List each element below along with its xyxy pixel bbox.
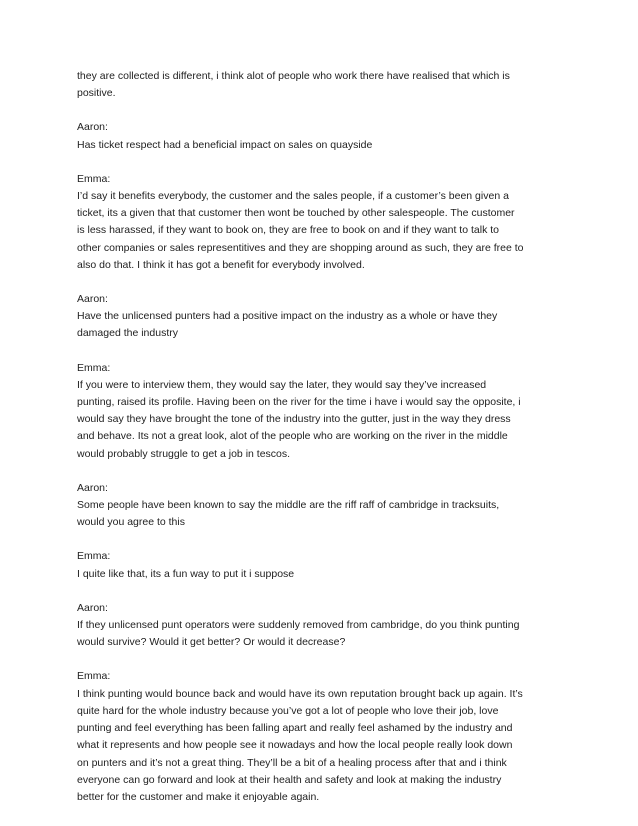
- transcript-block: [77, 548, 567, 582]
- speaker-label: Aaron:: [77, 601, 108, 614]
- speaker-label: Aaron:: [77, 121, 108, 134]
- transcript-line: I quite like that, its a fun way to put it i suppose: [77, 567, 295, 580]
- speaker-label: Aaron:: [77, 293, 108, 306]
- speaker-label: Emma:: [77, 670, 111, 683]
- transcript-block: [77, 68, 567, 102]
- transcript-block: [77, 480, 567, 532]
- transcript-line: also do that. I think it has got a benefit for everybody involved.: [77, 258, 365, 271]
- transcript-block: [77, 171, 567, 274]
- transcript-block: [77, 119, 567, 153]
- transcript-line: damaged the industry: [77, 327, 178, 340]
- transcript-line: they are collected is different, i think alot of people who work there have realised that which is: [77, 70, 510, 82]
- transcript-line: is less harassed, if they want to book on, they are free to book on and if they want to talk to: [77, 224, 499, 237]
- transcript-block: [77, 360, 567, 463]
- transcript-line: I’d say it benefits everybody, the customer and the sales people, if a customer’s been given a: [77, 190, 509, 203]
- transcript-line: Has ticket respect had a beneficial impact on sales on quayside: [77, 138, 373, 151]
- transcript-line: and behave. Its not a great look, alot of the people who are working on the river in the middle: [77, 430, 508, 443]
- transcript-line: punting, raised its profile. Having been on the river for the time i have i would say the opposite, i: [77, 396, 521, 409]
- transcript-line: would survive? Would it get better? Or would it decrease?: [77, 636, 346, 649]
- transcript-line: other companies or sales representitives and they are shopping around as such, they are free to: [77, 241, 524, 254]
- transcript-line: on punters and it’s not a great thing. They’ll be a bit of a healing process after that and i think: [77, 756, 507, 769]
- transcript-line: Have the unlicensed punters had a positive impact on the industry as a whole or have they: [77, 310, 498, 323]
- transcript-block: [77, 668, 567, 806]
- transcript-line: better for the customer and make it enjoyable again.: [77, 790, 320, 803]
- transcript-line: positive.: [77, 87, 116, 100]
- transcript-block: [77, 291, 567, 343]
- transcript-line: would say they have brought the tone of the industry into the gutter, just in the way they dress: [77, 413, 511, 426]
- speaker-label: Aaron:: [77, 481, 108, 494]
- speaker-label: Emma:: [77, 361, 111, 374]
- transcript-line: what it represents and how people see it nowadays and how the local people really look down: [77, 739, 513, 752]
- transcript-line: would probably struggle to get a job in tescos.: [77, 447, 291, 460]
- transcript-line: would you agree to this: [77, 516, 185, 529]
- transcript-line: quite hard for the whole industry because you’ve got a lot of people who love their job, love: [77, 704, 499, 717]
- transcript-line: I think punting would bounce back and would have its own reputation brought back up again. It’s: [77, 687, 523, 700]
- interview-transcript: [77, 68, 567, 823]
- transcript-line: If you were to interview them, they would say the later, they would say they’ve increased: [77, 378, 487, 391]
- transcript-block: [77, 600, 567, 652]
- transcript-line: everyone can go forward and look at their health and safety and look at making the industry: [77, 773, 502, 786]
- speaker-label: Emma:: [77, 172, 111, 185]
- transcript-line: punting and feel everything has been falling apart and really feel ashamed by the industry and: [77, 722, 513, 735]
- transcript-line: If they unlicensed punt operators were suddenly removed from cambridge, do you think punting: [77, 619, 520, 632]
- speaker-label: Emma:: [77, 550, 111, 563]
- transcript-line: ticket, its a given that that customer then wont be touched by other salespeople. The customer: [77, 207, 515, 220]
- transcript-line: Some people have been known to say the middle are the riff raff of cambridge in tracksuits,: [77, 499, 500, 512]
